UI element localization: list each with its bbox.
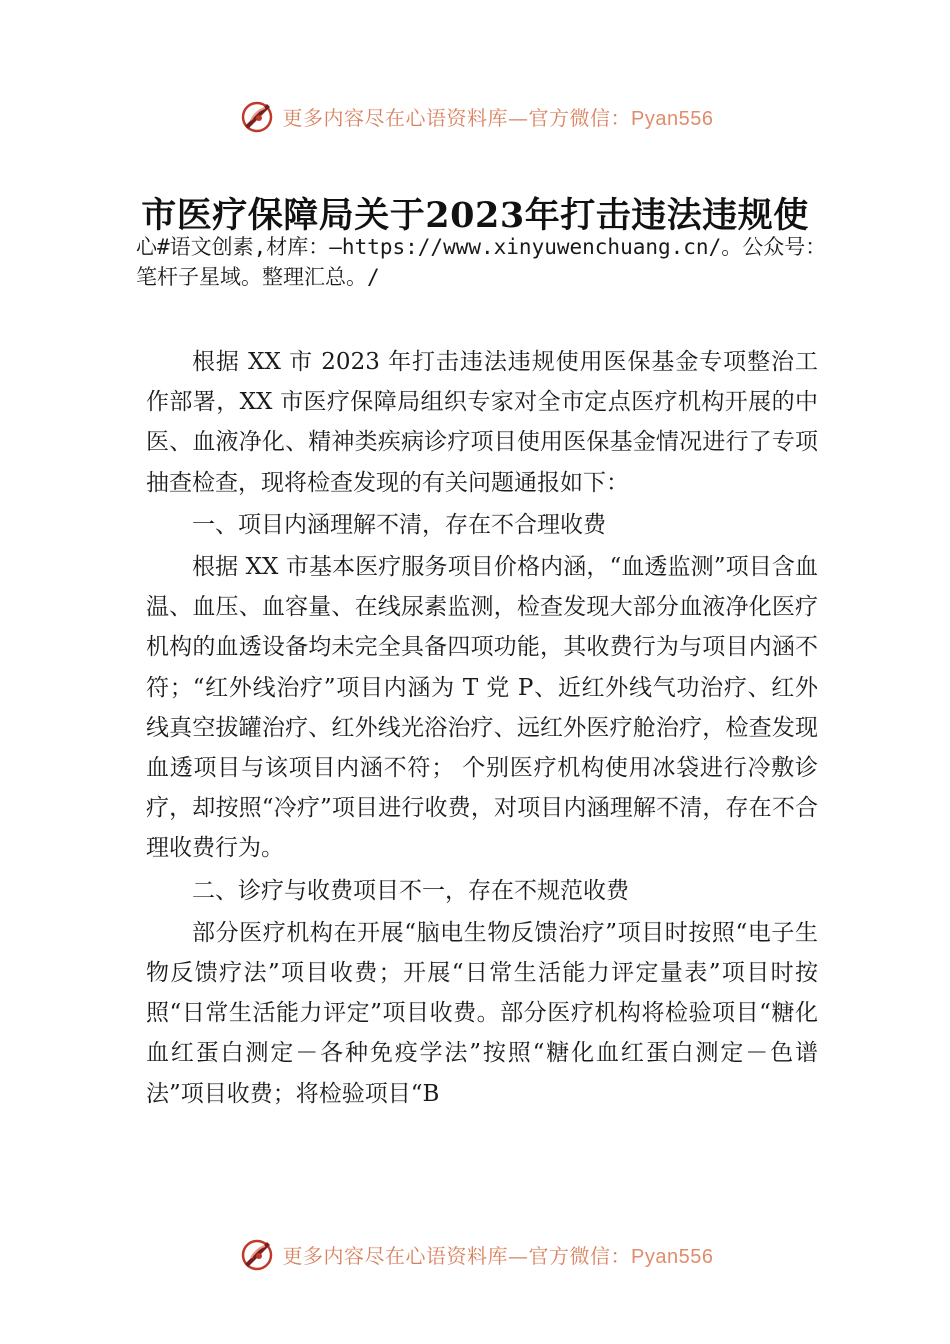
watermark-text: 更多内容尽在心语资料库—官方微信：Pyan556 — [282, 105, 714, 130]
paragraph: 根据 XX 市基本医疗服务项目价格内涵，“血透监测”项目含血温、血压、血容量、在线尿素监测，检查发现大部分血液净化医疗机构的血透设备均未完全具备四项功能，其收费行为与项目内涵不符；“红外线治疗”项目内涵为 T 党 P、近红外线气功治疗、红外线真空拔罐治疗、红外线光浴治疗、远红外医疗舱治疗，检查发现血透项目与该项目内涵不符； 个别医疗机构使用冰袋进行冷敷诊疗，却按照“冷疗”项目进行收费，对项目内涵理解不清，存在不合理收费行为。 — [146, 554, 818, 862]
wechat-id: Pyan556 — [631, 107, 714, 130]
pen-nib-seal-icon — [237, 96, 277, 136]
section-heading: 一、项目内涵理解不清，存在不合理收费 — [192, 511, 606, 538]
paragraph: 部分医疗机构在开展“脑电生物反馈治疗”项目时按照“电子生物反馈疗法”项目收费；开展“日常生活能力评定量表”项目时按照“日常生活能力评定”项目收费。部分医疗机构将检验项目“糖化血红蛋白测定－各种免疫学法”按照“糖化血红蛋白测定－色谱法”项目收费；将检验项目“B — [146, 919, 818, 1107]
watermark-banner-bottom — [0, 1232, 950, 1276]
source-line: 心#语文创素,材库：—https://www.xinyuwenchuang.cn/。公众号：笔杆子星域。整理汇总。/ — [136, 235, 827, 289]
document-body — [146, 342, 818, 1114]
document-title: 市医疗保障局关于2023年打击违法违规使 — [141, 195, 809, 236]
pen-nib-seal-icon — [237, 1234, 277, 1274]
paragraph: 根据 XX 市 2023 年打击违法违规使用医保基金专项整治工作部署，XX 市医疗保障局组织专家对全市定点医疗机构开展的中医、血液净化、精神类疾病诊疗项目使用医保基金情况进行了专项抽查检查，现将检查发现的有关问题通报如下： — [146, 349, 818, 496]
watermark-text: 更多内容尽在心语资料库—官方微信：Pyan556 — [282, 1243, 714, 1268]
wechat-id: Pyan556 — [631, 1245, 714, 1268]
watermark-banner-top — [0, 94, 950, 138]
section-heading: 二、诊疗与收费项目不一，存在不规范收费 — [192, 877, 629, 904]
